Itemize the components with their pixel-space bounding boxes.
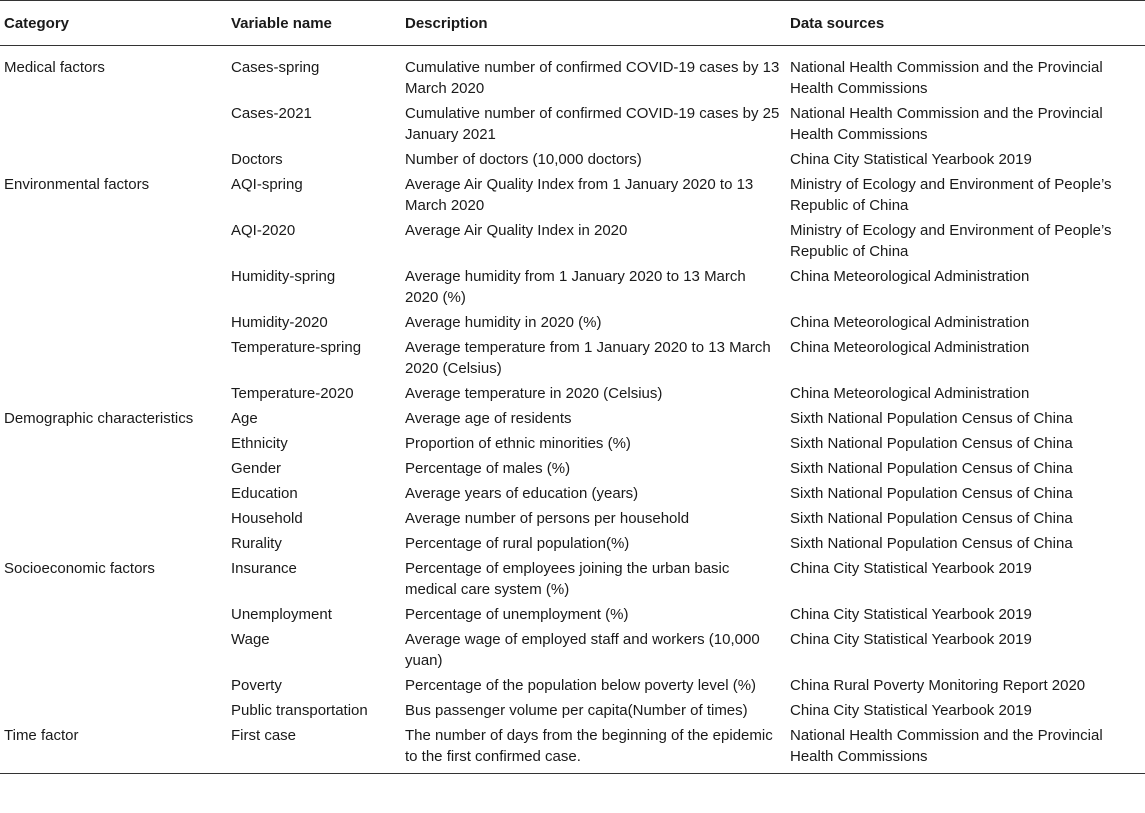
header-data-sources: Data sources: [790, 15, 885, 32]
category-cell: [0, 481, 227, 506]
table-row: [0, 602, 1145, 627]
variable-name-cell: Rurality: [231, 535, 282, 552]
table-body: [0, 46, 1145, 774]
description-cell: Proportion of ethnic minorities (%): [405, 435, 631, 452]
data-source-cell: Sixth National Population Census of China: [790, 485, 1073, 502]
description-cell: Average humidity from 1 January 2020 to 13 March 2020 (%): [405, 268, 746, 306]
data-source-cell: Ministry of Ecology and Environment of People’s Republic of China: [790, 222, 1112, 260]
table-row: [0, 556, 1145, 602]
table-row: [0, 723, 1145, 774]
category-cell: [0, 627, 227, 673]
variable-name-cell: Doctors: [231, 151, 283, 168]
variable-name-cell: Poverty: [231, 677, 282, 694]
category-cell: Socioeconomic factors: [4, 560, 155, 577]
table-row: [0, 147, 1145, 172]
category-cell: [0, 381, 227, 406]
variable-name-cell: Insurance: [231, 560, 297, 577]
data-source-cell: China City Statistical Yearbook 2019: [790, 702, 1032, 719]
table-row: [0, 101, 1145, 147]
table-row: [0, 698, 1145, 723]
header-row: [0, 1, 1145, 46]
data-source-cell: China Meteorological Administration: [790, 314, 1030, 331]
category-cell: [0, 506, 227, 531]
header-description: Description: [405, 15, 488, 32]
variable-name-cell: AQI-2020: [231, 222, 296, 239]
description-cell: Average humidity in 2020 (%): [405, 314, 602, 331]
data-source-cell: National Health Commission and the Provincial Health Commissions: [790, 59, 1103, 97]
category-cell: [0, 218, 227, 264]
table-row: [0, 673, 1145, 698]
description-cell: Average years of education (years): [405, 485, 639, 502]
data-source-cell: Sixth National Population Census of China: [790, 535, 1073, 552]
data-source-cell: China City Statistical Yearbook 2019: [790, 631, 1032, 648]
data-source-cell: National Health Commission and the Provincial Health Commissions: [790, 105, 1103, 143]
table-row: [0, 218, 1145, 264]
data-source-cell: Sixth National Population Census of China: [790, 460, 1073, 477]
category-cell: [0, 101, 227, 147]
category-cell: [0, 310, 227, 335]
data-source-cell: National Health Commission and the Provincial Health Commissions: [790, 727, 1103, 765]
table-row: [0, 46, 1145, 102]
category-cell: [0, 531, 227, 556]
table-row: [0, 381, 1145, 406]
category-cell: [0, 698, 227, 723]
variable-name-cell: Gender: [231, 460, 282, 477]
table-row: [0, 531, 1145, 556]
variable-name-cell: Humidity-2020: [231, 314, 328, 331]
variable-name-cell: Humidity-spring: [231, 268, 336, 285]
description-cell: Cumulative number of confirmed COVID-19 cases by 13 March 2020: [405, 59, 780, 97]
description-cell: Percentage of males (%): [405, 460, 571, 477]
category-cell: [0, 147, 227, 172]
variable-name-cell: Unemployment: [231, 606, 332, 623]
description-cell: Percentage of employees joining the urban basic medical care system (%): [405, 560, 730, 598]
data-source-cell: China Meteorological Administration: [790, 339, 1030, 356]
table-row: [0, 456, 1145, 481]
description-cell: Average age of residents: [405, 410, 572, 427]
variable-name-cell: Wage: [231, 631, 270, 648]
description-cell: Percentage of unemployment (%): [405, 606, 629, 623]
data-source-cell: Sixth National Population Census of China: [790, 410, 1073, 427]
description-cell: Average temperature in 2020 (Celsius): [405, 385, 663, 402]
data-source-cell: China Meteorological Administration: [790, 268, 1030, 285]
description-cell: Average Air Quality Index in 2020: [405, 222, 628, 239]
variable-name-cell: Temperature-spring: [231, 339, 362, 356]
description-cell: Percentage of rural population(%): [405, 535, 630, 552]
category-cell: Environmental factors: [4, 176, 150, 193]
description-cell: The number of days from the beginning of the epidemic to the first confirmed case.: [405, 727, 773, 765]
table-row: [0, 481, 1145, 506]
description-cell: Average Air Quality Index from 1 January 2020 to 13 March 2020: [405, 176, 754, 214]
table-row: [0, 264, 1145, 310]
data-source-cell: Sixth National Population Census of China: [790, 435, 1073, 452]
description-cell: Average wage of employed staff and workers (10,000 yuan): [405, 631, 760, 669]
category-cell: [0, 456, 227, 481]
table-row: [0, 406, 1145, 431]
category-cell: [0, 673, 227, 698]
table-row: [0, 627, 1145, 673]
variable-name-cell: Public transportation: [231, 702, 368, 719]
table-row: [0, 506, 1145, 531]
variable-name-cell: Household: [231, 510, 303, 527]
variable-name-cell: Ethnicity: [231, 435, 288, 452]
variable-name-cell: Cases-2021: [231, 105, 312, 122]
variable-name-cell: Temperature-2020: [231, 385, 354, 402]
category-cell: Medical factors: [4, 59, 105, 76]
variable-name-cell: First case: [231, 727, 297, 744]
category-cell: [0, 602, 227, 627]
data-source-cell: China City Statistical Yearbook 2019: [790, 560, 1032, 577]
data-source-cell: China City Statistical Yearbook 2019: [790, 606, 1032, 623]
table-row: [0, 431, 1145, 456]
data-source-cell: China Rural Poverty Monitoring Report 2020: [790, 677, 1086, 694]
variable-name-cell: Age: [231, 410, 258, 427]
data-source-cell: Ministry of Ecology and Environment of People’s Republic of China: [790, 176, 1112, 214]
description-cell: Cumulative number of confirmed COVID-19 cases by 25 January 2021: [405, 105, 780, 143]
data-source-cell: China Meteorological Administration: [790, 385, 1030, 402]
header-variable-name: Variable name: [231, 15, 332, 32]
description-cell: Average temperature from 1 January 2020 to 13 March 2020 (Celsius): [405, 339, 771, 377]
description-cell: Percentage of the population below poverty level (%): [405, 677, 757, 694]
data-source-cell: Sixth National Population Census of China: [790, 510, 1073, 527]
header-category: Category: [4, 15, 70, 32]
variable-name-cell: Cases-spring: [231, 59, 320, 76]
category-cell: [0, 335, 227, 381]
table-row: [0, 310, 1145, 335]
category-cell: Time factor: [4, 727, 79, 744]
category-cell: [0, 264, 227, 310]
variable-name-cell: AQI-spring: [231, 176, 303, 193]
description-cell: Average number of persons per household: [405, 510, 690, 527]
category-cell: Demographic characteristics: [4, 410, 194, 427]
data-source-cell: China City Statistical Yearbook 2019: [790, 151, 1032, 168]
category-cell: [0, 431, 227, 456]
table-row: [0, 335, 1145, 381]
variable-name-cell: Education: [231, 485, 298, 502]
table-row: [0, 172, 1145, 218]
description-cell: Number of doctors (10,000 doctors): [405, 151, 642, 168]
description-cell: Bus passenger volume per capita(Number of times): [405, 702, 748, 719]
